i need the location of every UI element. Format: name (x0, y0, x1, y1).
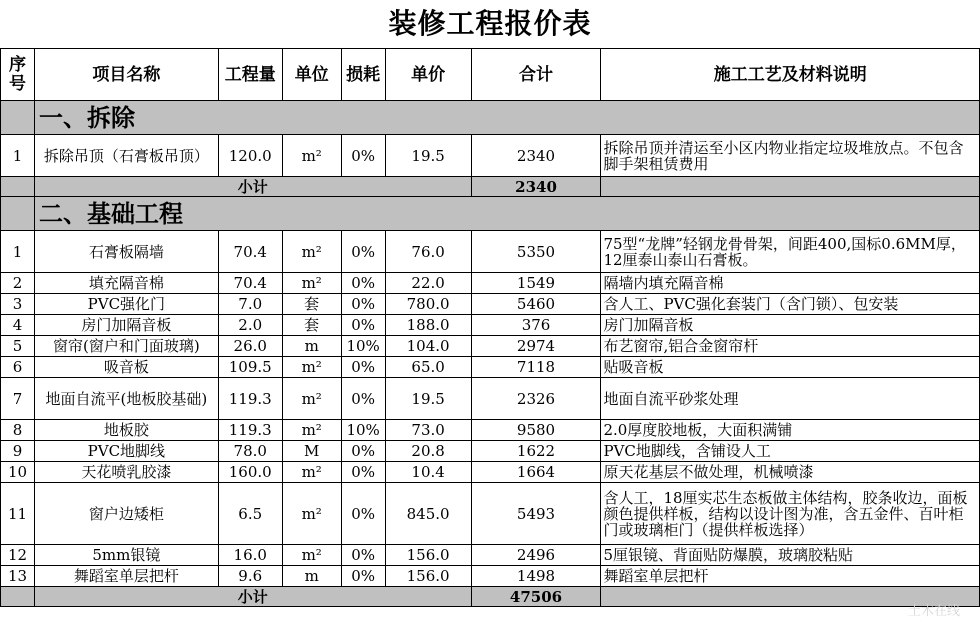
cell-name: 地板胶 (34, 420, 218, 441)
cell-seq: 8 (1, 420, 35, 441)
cell-loss: 0% (341, 315, 385, 336)
cell-price: 188.0 (385, 315, 471, 336)
header-desc: 施工工艺及材料说明 (601, 49, 980, 101)
cell-qty: 2.0 (218, 315, 282, 336)
section-header (1, 197, 980, 231)
cell-desc: 布艺窗帘,铝合金窗帘杆 (601, 336, 980, 357)
cell-qty: 6.5 (218, 483, 282, 545)
section-title: 一、拆除 (34, 101, 979, 135)
table-row (1, 483, 980, 545)
cell-loss: 0% (341, 135, 385, 177)
cell-price: 780.0 (385, 294, 471, 315)
cell-total: 1664 (471, 462, 601, 483)
cell-qty: 16.0 (218, 545, 282, 566)
header-qty: 工程量 (218, 49, 282, 101)
table-row (1, 378, 980, 420)
cell-name: 填充隔音棉 (34, 273, 218, 294)
subtotal-label: 小计 (34, 177, 471, 197)
section-title: 二、基础工程 (34, 197, 979, 231)
cell-qty: 119.3 (218, 378, 282, 420)
cell-qty: 70.4 (218, 273, 282, 294)
header-unit: 单位 (282, 49, 341, 101)
cell-total: 2496 (471, 545, 601, 566)
cell-seq: 3 (1, 294, 35, 315)
cell-total: 2974 (471, 336, 601, 357)
cell-qty: 70.4 (218, 231, 282, 273)
cell-unit: m² (282, 483, 341, 545)
cell-desc: 贴吸音板 (601, 357, 980, 378)
cell-desc: 原天花基层不做处理，机械喷漆 (601, 462, 980, 483)
cell-name: 舞蹈室单层把杆 (34, 566, 218, 587)
cell-name: PVC地脚线 (34, 441, 218, 462)
cell-desc: 隔墙内填充隔音棉 (601, 273, 980, 294)
cell-total: 9580 (471, 420, 601, 441)
cell-price: 20.8 (385, 441, 471, 462)
cell-qty: 78.0 (218, 441, 282, 462)
cell-name: 房门加隔音板 (34, 315, 218, 336)
cell-loss: 0% (341, 357, 385, 378)
cell-seq: 10 (1, 462, 35, 483)
quote-table (0, 48, 980, 607)
cell-price: 156.0 (385, 545, 471, 566)
cell-name: 拆除吊顶（石膏板吊顶） (34, 135, 218, 177)
cell-seq: 4 (1, 315, 35, 336)
cell-name: 石膏板隔墙 (34, 231, 218, 273)
cell-seq: 9 (1, 441, 35, 462)
cell-price: 65.0 (385, 357, 471, 378)
cell-total: 1622 (471, 441, 601, 462)
cell-price: 22.0 (385, 273, 471, 294)
cell-desc: 拆除吊顶并清运至小区内物业指定垃圾堆放点。不包含脚手架租赁费用 (601, 135, 980, 177)
cell-seq: 13 (1, 566, 35, 587)
cell-unit: 套 (282, 315, 341, 336)
cell-price: 845.0 (385, 483, 471, 545)
cell-loss: 0% (341, 462, 385, 483)
cell-total: 1549 (471, 273, 601, 294)
cell-desc: 地面自流平砂浆处理 (601, 378, 980, 420)
table-row (1, 545, 980, 566)
table-row (1, 336, 980, 357)
table-row (1, 420, 980, 441)
cell-seq: 12 (1, 545, 35, 566)
cell-price: 73.0 (385, 420, 471, 441)
cell-total: 376 (471, 315, 601, 336)
cell-price: 76.0 (385, 231, 471, 273)
cell-unit: M (282, 441, 341, 462)
cell-price: 156.0 (385, 566, 471, 587)
cell-unit: m² (282, 357, 341, 378)
cell-unit: m² (282, 273, 341, 294)
cell-loss: 10% (341, 336, 385, 357)
cell-price: 19.5 (385, 378, 471, 420)
cell-total: 2340 (471, 135, 601, 177)
subtotal-value: 2340 (471, 177, 601, 197)
cell-qty: 9.6 (218, 566, 282, 587)
cell-seq: 6 (1, 357, 35, 378)
table-row (1, 462, 980, 483)
cell-desc: 含人工、PVC强化套装门（含门锁）、包安装 (601, 294, 980, 315)
cell-total: 5350 (471, 231, 601, 273)
header-name: 项目名称 (34, 49, 218, 101)
table-row (1, 315, 980, 336)
table-row (1, 231, 980, 273)
subtotal-row (1, 177, 980, 197)
page-title: 装修工程报价表 (388, 7, 592, 40)
cell-unit: m (282, 336, 341, 357)
cell-total: 5493 (471, 483, 601, 545)
cell-name: 吸音板 (34, 357, 218, 378)
cell-unit: m² (282, 135, 341, 177)
watermark: 土木在线 (907, 604, 960, 619)
header-seq: 序号 (1, 49, 35, 101)
cell-qty: 26.0 (218, 336, 282, 357)
subtotal-value: 47506 (471, 587, 601, 607)
cell-qty: 109.5 (218, 357, 282, 378)
cell-desc: 5厘银镜、背面贴防爆膜，玻璃胶粘贴 (601, 545, 980, 566)
cell-seq: 5 (1, 336, 35, 357)
cell-loss: 0% (341, 483, 385, 545)
table-row (1, 273, 980, 294)
cell-qty: 120.0 (218, 135, 282, 177)
cell-loss: 0% (341, 441, 385, 462)
cell-desc: 舞蹈室单层把杆 (601, 566, 980, 587)
table-row (1, 566, 980, 587)
subtotal-row (1, 587, 980, 607)
cell-name: PVC强化门 (34, 294, 218, 315)
cell-loss: 10% (341, 420, 385, 441)
cell-total: 7118 (471, 357, 601, 378)
header-total: 合计 (471, 49, 601, 101)
cell-desc: 含人工，18厘实芯生态板做主体结构，胶条收边，面板颜色提供样板，结构以设计图为准，含五金件、百叶柜门或玻璃柜门（提供样板选择） (601, 483, 980, 545)
cell-desc: 2.0厚度胶地板，大面积满铺 (601, 420, 980, 441)
cell-unit: m² (282, 231, 341, 273)
cell-price: 10.4 (385, 462, 471, 483)
cell-price: 104.0 (385, 336, 471, 357)
cell-loss: 0% (341, 231, 385, 273)
table-row (1, 357, 980, 378)
cell-unit: 套 (282, 294, 341, 315)
header-loss: 损耗 (341, 49, 385, 101)
cell-name: 5mm银镜 (34, 545, 218, 566)
cell-loss: 0% (341, 273, 385, 294)
section-header (1, 101, 980, 135)
cell-desc: 房门加隔音板 (601, 315, 980, 336)
cell-loss: 0% (341, 378, 385, 420)
table-row (1, 441, 980, 462)
cell-name: 天花喷乳胶漆 (34, 462, 218, 483)
cell-seq: 1 (1, 231, 35, 273)
cell-unit: m (282, 566, 341, 587)
cell-total: 1498 (471, 566, 601, 587)
cell-loss: 0% (341, 566, 385, 587)
cell-name: 地面自流平(地板胶基础) (34, 378, 218, 420)
cell-unit: m² (282, 378, 341, 420)
cell-seq: 11 (1, 483, 35, 545)
cell-unit: m² (282, 545, 341, 566)
cell-qty: 160.0 (218, 462, 282, 483)
cell-loss: 0% (341, 294, 385, 315)
cell-name: 窗户边矮柜 (34, 483, 218, 545)
cell-unit: m² (282, 420, 341, 441)
cell-total: 5460 (471, 294, 601, 315)
cell-name: 窗帘(窗户和门面玻璃) (34, 336, 218, 357)
cell-seq: 1 (1, 135, 35, 177)
header-row (1, 49, 980, 101)
cell-desc: PVC地脚线，含铺设人工 (601, 441, 980, 462)
cell-desc: 75型“龙牌”轻钢龙骨骨架，间距400,国标0.6MM厚，12厘泰山泰山石膏板。 (601, 231, 980, 273)
header-price: 单价 (385, 49, 471, 101)
cell-unit: m² (282, 462, 341, 483)
cell-qty: 7.0 (218, 294, 282, 315)
cell-seq: 7 (1, 378, 35, 420)
cell-seq: 2 (1, 273, 35, 294)
cell-price: 19.5 (385, 135, 471, 177)
cell-qty: 119.3 (218, 420, 282, 441)
cell-loss: 0% (341, 545, 385, 566)
table-row (1, 294, 980, 315)
subtotal-label: 小计 (34, 587, 471, 607)
table-row (1, 135, 980, 177)
cell-total: 2326 (471, 378, 601, 420)
